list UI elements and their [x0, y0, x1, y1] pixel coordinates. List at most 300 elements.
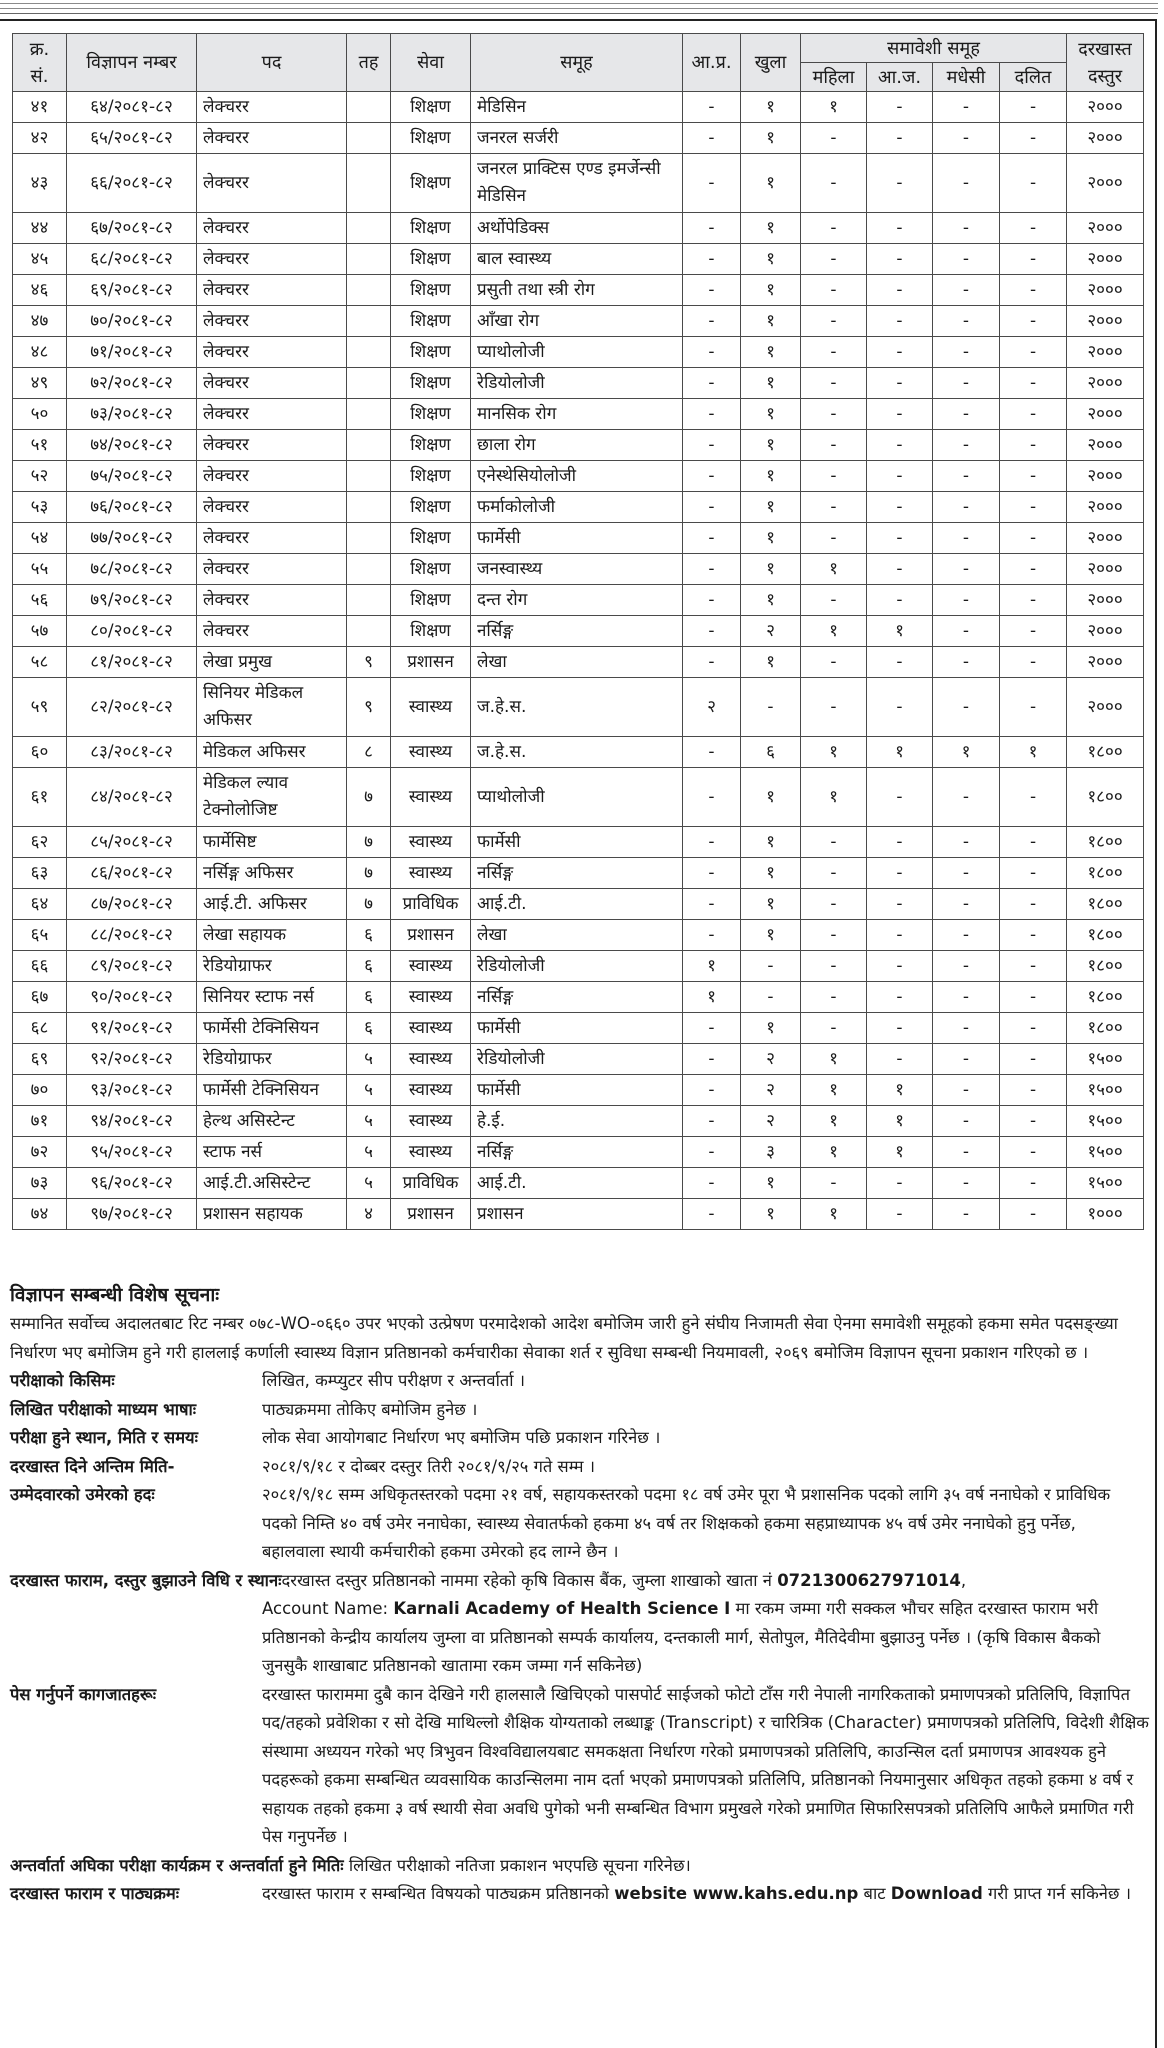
- row-post: लेक्चरर: [197, 585, 347, 616]
- row-janajati: -: [867, 1044, 933, 1075]
- row-post: स्टाफ नर्स: [197, 1137, 347, 1168]
- row-madhesi: -: [933, 920, 1000, 951]
- row-service: स्वास्थ्य: [391, 858, 471, 889]
- row-sn: ५३: [13, 492, 67, 523]
- table-row: [13, 647, 1144, 678]
- row-level: [347, 461, 391, 492]
- row-sn: ४१: [13, 92, 67, 123]
- row-dalit: -: [1000, 1106, 1067, 1137]
- row-group: प्याथोलोजी: [471, 337, 683, 368]
- row-internal: -: [683, 858, 741, 889]
- row-group: दन्त रोग: [471, 585, 683, 616]
- forms-label: दरखास्त फाराम र पाठ्यक्रमः: [10, 1884, 180, 1903]
- row-ad-number: ६५/२०८१-८२: [67, 123, 197, 154]
- row-women: -: [801, 678, 867, 737]
- row-group: आई.टी.: [471, 889, 683, 920]
- row-fee: २०००: [1067, 275, 1144, 306]
- row-service: प्रशासन: [391, 647, 471, 678]
- row-level: ७: [347, 889, 391, 920]
- row-fee: १८००: [1067, 982, 1144, 1013]
- row-post: लेक्चरर: [197, 430, 347, 461]
- row-service: शिक्षण: [391, 92, 471, 123]
- row-group: फार्मेसी: [471, 1013, 683, 1044]
- row-sn: ५९: [13, 678, 67, 737]
- table-row: [13, 1013, 1144, 1044]
- row-group: प्रशासन: [471, 1199, 683, 1230]
- row-service: शिक्षण: [391, 585, 471, 616]
- row-sn: ४८: [13, 337, 67, 368]
- row-ad-number: ८७/२०८१-८२: [67, 889, 197, 920]
- row-madhesi: -: [933, 399, 1000, 430]
- row-service: शिक्षण: [391, 154, 471, 213]
- row-open: १: [741, 399, 801, 430]
- row-madhesi: -: [933, 1075, 1000, 1106]
- row-open: १: [741, 154, 801, 213]
- row-service: शिक्षण: [391, 616, 471, 647]
- row-internal: -: [683, 585, 741, 616]
- row-group: बाल स्वास्थ्य: [471, 244, 683, 275]
- special-notice-section: [10, 1280, 1150, 1909]
- row-women: -: [801, 647, 867, 678]
- row-women: -: [801, 827, 867, 858]
- row-internal: -: [683, 306, 741, 337]
- row-post: लेक्चरर: [197, 616, 347, 647]
- row-post: लेखा सहायक: [197, 920, 347, 951]
- row-open: १: [741, 554, 801, 585]
- row-madhesi: -: [933, 554, 1000, 585]
- table-row: [13, 123, 1144, 154]
- row-madhesi: -: [933, 1013, 1000, 1044]
- exam-type-row: [10, 1367, 1150, 1396]
- row-women: -: [801, 461, 867, 492]
- row-internal: -: [683, 399, 741, 430]
- row-internal: -: [683, 492, 741, 523]
- forms-row: [10, 1880, 1150, 1909]
- row-ad-number: ९१/२०८१-८२: [67, 1013, 197, 1044]
- row-janajati: -: [867, 982, 933, 1013]
- row-sn: ५०: [13, 399, 67, 430]
- row-service: शिक्षण: [391, 430, 471, 461]
- row-ad-number: ९५/२०८१-८२: [67, 1137, 197, 1168]
- row-fee: १५००: [1067, 1044, 1144, 1075]
- row-fee: २०००: [1067, 616, 1144, 647]
- row-women: १: [801, 616, 867, 647]
- row-ad-number: ७९/२०८१-८२: [67, 585, 197, 616]
- row-sn: ७१: [13, 1106, 67, 1137]
- row-internal: -: [683, 337, 741, 368]
- row-dalit: -: [1000, 275, 1067, 306]
- table-row: [13, 951, 1144, 982]
- row-ad-number: ८३/२०८१-८२: [67, 737, 197, 768]
- row-dalit: -: [1000, 647, 1067, 678]
- row-post: लेक्चरर: [197, 492, 347, 523]
- row-open: १: [741, 827, 801, 858]
- row-ad-number: ८०/२०८१-८२: [67, 616, 197, 647]
- row-service: स्वास्थ्य: [391, 768, 471, 827]
- row-group: नर्सिङ्ग: [471, 1137, 683, 1168]
- row-madhesi: -: [933, 889, 1000, 920]
- row-madhesi: -: [933, 337, 1000, 368]
- fee-payment-label: दरखास्त फाराम, दस्तुर बुझाउने विधि र स्थानः: [10, 1570, 282, 1590]
- row-women: -: [801, 368, 867, 399]
- row-ad-number: ९४/२०८१-८२: [67, 1106, 197, 1137]
- row-open: १: [741, 275, 801, 306]
- row-madhesi: -: [933, 678, 1000, 737]
- row-open: १: [741, 213, 801, 244]
- table-row: [13, 306, 1144, 337]
- row-service: शिक्षण: [391, 213, 471, 244]
- exam-venue-value: लोक सेवा आयोगबाट निर्धारण भए बमोजिम पछि प्रकाशन गरिनेछ ।: [262, 1428, 661, 1447]
- row-service: स्वास्थ्य: [391, 737, 471, 768]
- row-fee: २०००: [1067, 647, 1144, 678]
- exam-language-row: [10, 1396, 1150, 1425]
- header-ad-number: विज्ञापन नम्बर: [67, 34, 197, 92]
- row-women: १: [801, 1044, 867, 1075]
- row-group: मेडिसिन: [471, 92, 683, 123]
- row-madhesi: -: [933, 616, 1000, 647]
- row-madhesi: -: [933, 213, 1000, 244]
- row-sn: ४३: [13, 154, 67, 213]
- row-level: ५: [347, 1106, 391, 1137]
- row-fee: १८००: [1067, 858, 1144, 889]
- row-post: नर्सिङ्ग अफिसर: [197, 858, 347, 889]
- row-group: फर्माकोलोजी: [471, 492, 683, 523]
- row-post: प्रशासन सहायक: [197, 1199, 347, 1230]
- row-ad-number: ९३/२०८१-८२: [67, 1075, 197, 1106]
- row-fee: २०००: [1067, 554, 1144, 585]
- notice-intro: सम्मानित सर्वोच्च अदालतबाट रिट नम्बर ०७८-WO-०६६० उपर भएको उत्प्रेषण परमादेशको आदेश बमोजिम जारी हुने संघीय निजामती सेवा ऐनमा समावेशी समूहको हकमा समेत पदसङ्ख्या निर्धारण भए बमोजिम हुने गरी हाललाई कर्णाली स्वास्थ्य विज्ञान प्रतिष्ठानको कर्मचारीका सेवाका शर्त र सुविधा सम्बन्धी नियमावली, २०६९ बमोजिम विज्ञापन सूचना प्रकाशन गरिएको छ ।: [10, 1314, 1118, 1362]
- row-dalit: -: [1000, 554, 1067, 585]
- row-women: -: [801, 399, 867, 430]
- deadline-row: [10, 1453, 1150, 1482]
- row-sn: ७४: [13, 1199, 67, 1230]
- row-open: १: [741, 1199, 801, 1230]
- row-internal: १: [683, 951, 741, 982]
- row-janajati: -: [867, 461, 933, 492]
- table-row: [13, 1075, 1144, 1106]
- row-group: प्रसुती तथा स्त्री रोग: [471, 275, 683, 306]
- row-post: आई.टी. अफिसर: [197, 889, 347, 920]
- row-group: नर्सिङ्ग: [471, 858, 683, 889]
- deadline-value: २०८१/९/१८ र दोब्बर दस्तुर तिरी २०८१/९/२५ गते सम्म ।: [262, 1456, 596, 1476]
- header-post: पद: [197, 34, 347, 92]
- row-sn: ५६: [13, 585, 67, 616]
- row-madhesi: -: [933, 368, 1000, 399]
- row-sn: ५७: [13, 616, 67, 647]
- row-dalit: -: [1000, 585, 1067, 616]
- row-janajati: -: [867, 337, 933, 368]
- table-row: [13, 213, 1144, 244]
- row-dalit: -: [1000, 523, 1067, 554]
- row-dalit: -: [1000, 92, 1067, 123]
- exam-type-label: परीक्षाको किसिमः: [10, 1371, 115, 1390]
- row-women: १: [801, 768, 867, 827]
- row-level: ४: [347, 1199, 391, 1230]
- row-janajati: १: [867, 1075, 933, 1106]
- table-row: [13, 244, 1144, 275]
- row-women: १: [801, 1106, 867, 1137]
- row-janajati: -: [867, 244, 933, 275]
- table-body: [13, 92, 1144, 1230]
- row-women: १: [801, 554, 867, 585]
- row-fee: १५००: [1067, 1168, 1144, 1199]
- row-post: लेक्चरर: [197, 523, 347, 554]
- table-row: [13, 275, 1144, 306]
- row-madhesi: -: [933, 306, 1000, 337]
- row-post: लेक्चरर: [197, 306, 347, 337]
- deadline-label: दरखास्त दिने अन्तिम मिति-: [10, 1456, 175, 1476]
- row-ad-number: ८८/२०८१-८२: [67, 920, 197, 951]
- row-group: रेडियोलोजी: [471, 1044, 683, 1075]
- header-women: महिला: [801, 63, 867, 92]
- row-internal: -: [683, 368, 741, 399]
- row-level: ५: [347, 1044, 391, 1075]
- row-fee: २०००: [1067, 337, 1144, 368]
- row-internal: -: [683, 461, 741, 492]
- table-row: [13, 920, 1144, 951]
- row-level: [347, 213, 391, 244]
- row-post: रेडियोग्राफर: [197, 1044, 347, 1075]
- row-internal: -: [683, 554, 741, 585]
- row-madhesi: -: [933, 430, 1000, 461]
- row-ad-number: ९०/२०८१-८२: [67, 982, 197, 1013]
- exam-venue-row: [10, 1424, 1150, 1453]
- row-janajati: -: [867, 92, 933, 123]
- row-open: २: [741, 1075, 801, 1106]
- row-group: ज.हे.स.: [471, 678, 683, 737]
- row-janajati: १: [867, 1106, 933, 1137]
- row-internal: -: [683, 616, 741, 647]
- table-row: [13, 827, 1144, 858]
- table-row: [13, 554, 1144, 585]
- notice-title: विज्ञापन सम्बन्धी विशेष सूचनाः: [10, 1284, 220, 1306]
- row-madhesi: -: [933, 1044, 1000, 1075]
- row-janajati: -: [867, 154, 933, 213]
- row-sn: ४७: [13, 306, 67, 337]
- row-sn: ६८: [13, 1013, 67, 1044]
- row-open: १: [741, 1168, 801, 1199]
- row-madhesi: -: [933, 523, 1000, 554]
- row-fee: २०००: [1067, 678, 1144, 737]
- row-internal: -: [683, 768, 741, 827]
- row-level: ७: [347, 827, 391, 858]
- row-sn: ७०: [13, 1075, 67, 1106]
- forms-text-a: दरखास्त फाराम र सम्बन्धित विषयको पाठ्यक्रम प्रतिष्ठानको: [262, 1884, 615, 1903]
- row-level: ९: [347, 678, 391, 737]
- row-service: प्राविधिक: [391, 1168, 471, 1199]
- row-janajati: -: [867, 1168, 933, 1199]
- row-fee: १८००: [1067, 1013, 1144, 1044]
- row-group: लेखा: [471, 647, 683, 678]
- row-dalit: -: [1000, 306, 1067, 337]
- row-madhesi: -: [933, 244, 1000, 275]
- row-internal: -: [683, 889, 741, 920]
- row-group: छाला रोग: [471, 430, 683, 461]
- row-dalit: -: [1000, 461, 1067, 492]
- row-dalit: १: [1000, 737, 1067, 768]
- row-open: १: [741, 92, 801, 123]
- row-fee: २०००: [1067, 399, 1144, 430]
- row-fee: १८००: [1067, 920, 1144, 951]
- row-dalit: -: [1000, 123, 1067, 154]
- row-sn: ६४: [13, 889, 67, 920]
- row-janajati: -: [867, 399, 933, 430]
- row-level: ६: [347, 982, 391, 1013]
- row-women: १: [801, 92, 867, 123]
- row-janajati: -: [867, 768, 933, 827]
- row-internal: -: [683, 275, 741, 306]
- row-women: -: [801, 982, 867, 1013]
- row-dalit: -: [1000, 1168, 1067, 1199]
- row-open: १: [741, 768, 801, 827]
- row-sn: ७२: [13, 1137, 67, 1168]
- row-janajati: १: [867, 616, 933, 647]
- row-ad-number: ७८/२०८१-८२: [67, 554, 197, 585]
- row-level: [347, 585, 391, 616]
- row-group: फार्मेसी: [471, 1075, 683, 1106]
- table-header: [13, 34, 1144, 92]
- row-level: ५: [347, 1137, 391, 1168]
- row-dalit: -: [1000, 154, 1067, 213]
- row-janajati: -: [867, 858, 933, 889]
- row-internal: -: [683, 1168, 741, 1199]
- row-women: -: [801, 889, 867, 920]
- row-level: [347, 154, 391, 213]
- interview-value: लिखित परीक्षाको नतिजा प्रकाशन भएपछि सूचना गरिनेछ।: [348, 1855, 691, 1875]
- row-service: स्वास्थ्य: [391, 1106, 471, 1137]
- row-fee: १५००: [1067, 1137, 1144, 1168]
- row-janajati: -: [867, 647, 933, 678]
- row-fee: २०००: [1067, 306, 1144, 337]
- row-open: १: [741, 647, 801, 678]
- row-level: ७: [347, 768, 391, 827]
- row-sn: ६५: [13, 920, 67, 951]
- row-dalit: -: [1000, 1199, 1067, 1230]
- row-madhesi: १: [933, 737, 1000, 768]
- age-limit-text: २०८१/९/१८ सम्म अधिकृतस्तरको पदमा २१ वर्ष, सहायकस्तरको पदमा १८ वर्ष उमेर पूरा भै प्रशासनिक पदको लागि ३५ वर्ष ननाघेको र प्राविधिक पदको निम्ति ४० वर्ष उमेर ननाघेका, स्वास्थ्य सेवातर्फको हकमा ४५ वर्ष तर शिक्षकको हकमा सहप्राध्यापक ४५ वर्ष उमेर ननाघेको हुनु पर्नेछ,: [262, 1485, 1111, 1533]
- row-post: रेडियोग्राफर: [197, 951, 347, 982]
- row-post: लेक्चरर: [197, 461, 347, 492]
- row-janajati: -: [867, 523, 933, 554]
- table-row: [13, 616, 1144, 647]
- row-madhesi: -: [933, 123, 1000, 154]
- row-internal: -: [683, 1137, 741, 1168]
- row-open: १: [741, 889, 801, 920]
- row-dalit: -: [1000, 1044, 1067, 1075]
- row-ad-number: ९६/२०८१-८२: [67, 1168, 197, 1199]
- row-ad-number: ९७/२०८१-८२: [67, 1199, 197, 1230]
- row-dalit: -: [1000, 616, 1067, 647]
- row-open: २: [741, 616, 801, 647]
- row-dalit: -: [1000, 858, 1067, 889]
- table-row: [13, 430, 1144, 461]
- row-internal: -: [683, 523, 741, 554]
- row-service: शिक्षण: [391, 461, 471, 492]
- header-dalit: दलित: [1000, 63, 1067, 92]
- row-internal: -: [683, 1199, 741, 1230]
- row-service: शिक्षण: [391, 492, 471, 523]
- row-open: २: [741, 1044, 801, 1075]
- row-sn: ४२: [13, 123, 67, 154]
- row-dalit: -: [1000, 492, 1067, 523]
- row-sn: ५२: [13, 461, 67, 492]
- row-madhesi: -: [933, 275, 1000, 306]
- table-row: [13, 982, 1144, 1013]
- row-sn: ४४: [13, 213, 67, 244]
- row-group: नर्सिङ्ग: [471, 982, 683, 1013]
- row-ad-number: ७०/२०८१-८२: [67, 306, 197, 337]
- row-post: आई.टी.असिस्टेन्ट: [197, 1168, 347, 1199]
- table-row: [13, 399, 1144, 430]
- row-janajati: -: [867, 554, 933, 585]
- table-row: [13, 368, 1144, 399]
- row-internal: -: [683, 213, 741, 244]
- row-post: फार्मेसिष्ट: [197, 827, 347, 858]
- header-internal: आ.प्र.: [683, 34, 741, 92]
- row-dalit: -: [1000, 1013, 1067, 1044]
- row-post: लेक्चरर: [197, 244, 347, 275]
- interview-row: [10, 1852, 1150, 1881]
- row-janajati: -: [867, 889, 933, 920]
- documents-row: [10, 1681, 1150, 1852]
- row-sn: ६०: [13, 737, 67, 768]
- website-link[interactable]: website www.kahs.edu.np: [614, 1884, 859, 1903]
- table-row: [13, 858, 1144, 889]
- row-service: शिक्षण: [391, 523, 471, 554]
- row-post: लेक्चरर: [197, 92, 347, 123]
- documents-value: दरखास्त फाराममा दुबै कान देखिने गरी हालसालै खिचिएको पासपोर्ट साईजको फोटो टाँस गरी नेपाली नागरिकताको प्रमाणपत्रको प्रतिलिपि, विज्ञापित पद/तहको प्रवेशिका र सो देखि माथिल्लो शैक्षिक योग्यताको लब्धाङ्क (Transcript) र चारित्रिक (Character) प्रमाणपत्रको प्रतिलिपि, विदेशी शैक्षिक संस्थामा अध्ययन गरेको भए त्रिभुवन विश्वविद्यालयबाट समकक्षता निर्धारण गरेको प्रमाणपत्रको प्रतिलिपि, काउन्सिल दर्ता प्रमाणपत्र आवश्यक हुने पदहरूको हकमा सम्बन्धित व्यवसायिक काउन्सिलमा नाम दर्ता भएको प्रमाणपत्रको प्रतिलिपि, प्रतिष्ठानको नियमानुसार अधिकृत तहको हकमा ४ वर्ष र सहायक तहको हकमा ३ वर्ष स्थायी सेवा अवधि पुगेको भनी सम्बन्धित विभाग प्रमुखले गरेको प्रमाणित सिफारिसपत्रको प्रतिलिपि आफैले प्रमाणित गरी पेस गनुपर्नेछ ।: [262, 1684, 1149, 1846]
- row-sn: ६६: [13, 951, 67, 982]
- fee-payment-text-c: मा रकम जम्मा गरी सक्कल भौचर सहित दरखास्त फाराम भरी प्रतिष्ठानको केन्द्रीय कार्यालय जुम्ला वा प्रतिष्ठानको सम्पर्क कार्यालय, दन्तकाली मार्ग, सेतोपुल, मैतिदेवीमा बुझाउनु पर्नेछ । (कृषि विकास बैकको जुनसुकै शाखाबाट प्रतिष्ठानको खातामा रकम जम्मा गर्न सकिनेछ): [262, 1599, 1101, 1675]
- row-fee: २०००: [1067, 492, 1144, 523]
- row-open: -: [741, 951, 801, 982]
- row-service: शिक्षण: [391, 554, 471, 585]
- row-ad-number: ८९/२०८१-८२: [67, 951, 197, 982]
- row-service: स्वास्थ्य: [391, 827, 471, 858]
- row-level: [347, 306, 391, 337]
- table-row: [13, 768, 1144, 827]
- forms-value: [262, 1880, 1150, 1909]
- row-post: हेल्थ असिस्टेन्ट: [197, 1106, 347, 1137]
- table-row: [13, 1168, 1144, 1199]
- header-madhesi: मधेसी: [933, 63, 1000, 92]
- row-janajati: -: [867, 368, 933, 399]
- row-level: ५: [347, 1168, 391, 1199]
- row-dalit: -: [1000, 399, 1067, 430]
- row-level: [347, 399, 391, 430]
- row-sn: ५८: [13, 647, 67, 678]
- table-row: [13, 737, 1144, 768]
- header-sn: क्र. सं.: [13, 34, 67, 92]
- row-post: लेक्चरर: [197, 554, 347, 585]
- exam-language-value: पाठ्यक्रममा तोकिए बमोजिम हुनेछ ।: [262, 1399, 478, 1419]
- row-post: लेक्चरर: [197, 213, 347, 244]
- table-row: [13, 523, 1144, 554]
- row-level: ७: [347, 858, 391, 889]
- row-group: एनेस्थेसियोलोजी: [471, 461, 683, 492]
- row-open: ६: [741, 737, 801, 768]
- table-row: [13, 154, 1144, 213]
- row-women: -: [801, 1168, 867, 1199]
- row-fee: १५००: [1067, 1106, 1144, 1137]
- row-internal: -: [683, 1044, 741, 1075]
- table-row: [13, 889, 1144, 920]
- row-ad-number: ७६/२०८१-८२: [67, 492, 197, 523]
- row-women: -: [801, 275, 867, 306]
- row-madhesi: -: [933, 1168, 1000, 1199]
- row-service: शिक्षण: [391, 244, 471, 275]
- row-service: स्वास्थ्य: [391, 951, 471, 982]
